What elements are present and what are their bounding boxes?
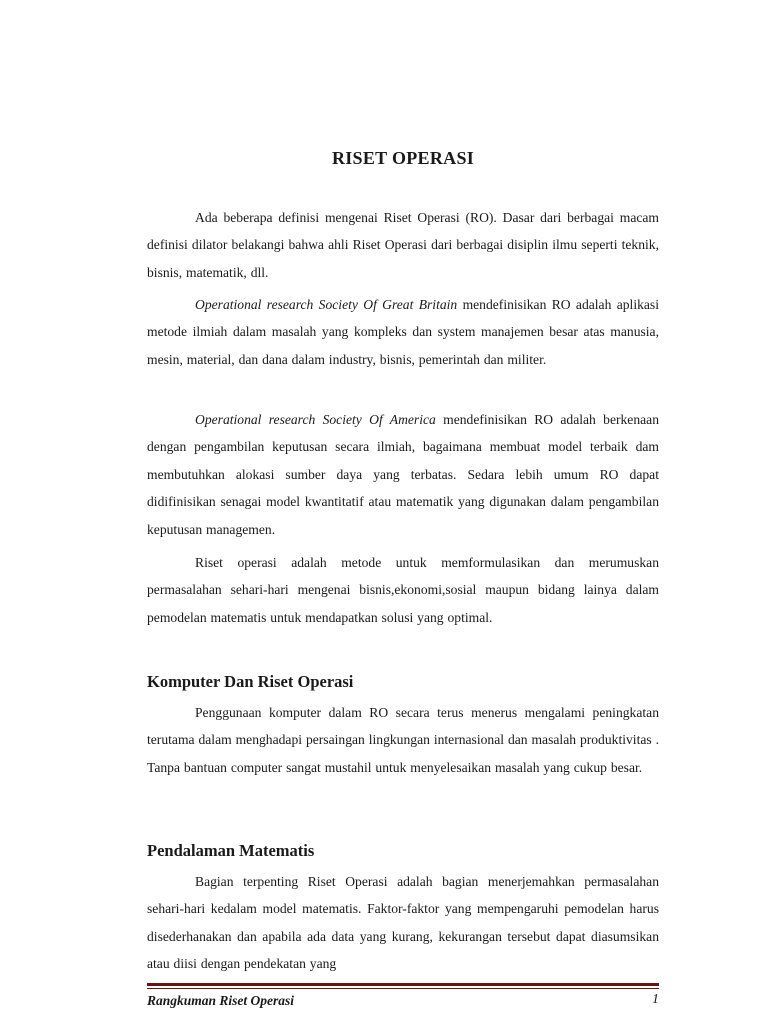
definition-america-paragraph [147,406,659,543]
footer-title: Rangkuman Riset Operasi [147,993,295,1008]
intro-paragraph: Ada beberapa definisi mengenai Riset Operasi (RO). Dasar dari berbagai macam definisi dilator belakangi bahwa ahli Riset Operasi dari berbagai disiplin ilmu seperti teknik, bisnis, matematik, dll. [147,210,659,280]
document-page [147,0,659,1024]
section-heading-komputer: Komputer Dan Riset Operasi [147,672,354,691]
section-body-pendalaman: Bagian terpenting Riset Operasi adalah bagian menerjemahkan permasalahan sehari-hari kedalam model matematis. Faktor-faktor yang mempengaruhi pemodelan harus disederhanakan dan apabila ada data yang kurang, kekurangan tersebut dapat diasumsikan atau diisi dengan pendekatan yang [147,874,659,972]
organization-britain: Operational research Society Of Great Britain [195,297,458,312]
page-number: 1 [652,992,659,1007]
footer-divider-thick [147,983,659,986]
footer-divider-thin [147,988,659,989]
section-body-komputer: Penggunaan komputer dalam RO secara terus menerus mengalami peningkatan terutama dalam menghadapi persaingan lingkungan internasional dan masalah produktivitas . Tanpa bantuan computer sangat mustahil untuk menyelesaikan masalah yang cukup besar. [147,705,659,775]
definition-britain-paragraph [147,291,659,373]
section-heading-pendalaman: Pendalaman Matematis [147,841,315,860]
organization-america: Operational research Society Of America [195,412,436,427]
closing-paragraph: Riset operasi adalah metode untuk memformulasikan dan merumuskan permasalahan sehari-hari mengenai bisnis,ekonomi,sosial maupun bidang lainya dalam pemodelan matematis untuk mendapatkan solusi yang optimal. [147,555,659,625]
document-title: RISET OPERASI [331,148,475,168]
definition-america-text: mendefinisikan RO adalah berkenaan dengan pengambilan keputusan secara ilmiah, bagaimana membuat model terbaik dam membutuhkan alokasi sumber daya yang terbatas. Sedara lebih umum RO dapat didifinisikan senagai model kwantitatif atau matematik yang digunakan dalam pengambilan keputusan managemen. [147,412,659,537]
definition-britain-text: mendefinisikan RO adalah aplikasi metode ilmiah dalam masalah yang kompleks dan system manajemen besar atas manusia, mesin, material, dan dana dalam industry, bisnis, pemerintah dan militer. [147,297,659,367]
